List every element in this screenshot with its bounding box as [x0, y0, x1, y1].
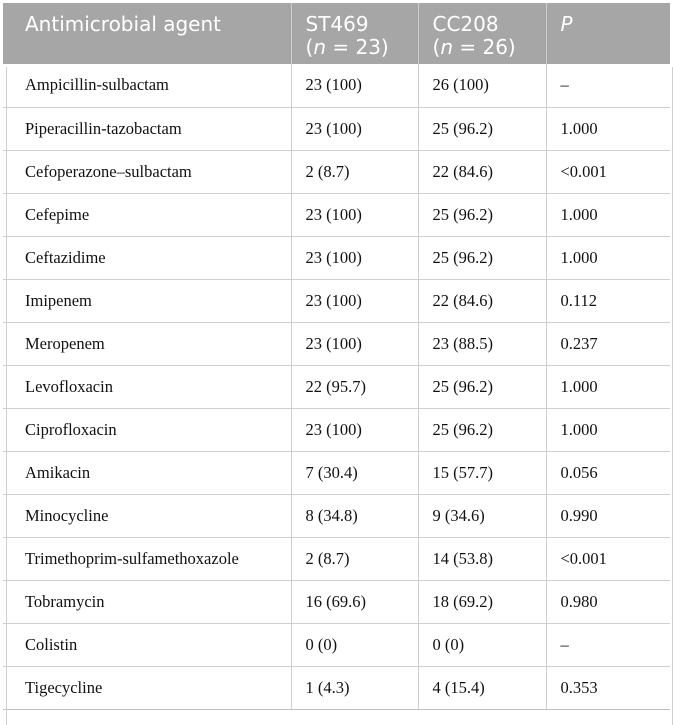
table-row [3, 494, 670, 537]
resistance-table [3, 3, 670, 710]
cc208-cell: 25 (96.2) [418, 107, 546, 150]
agent-cell: Amikacin [3, 451, 291, 494]
cc208-cell: 22 (84.6) [418, 150, 546, 193]
p-value-cell: 0.990 [546, 494, 670, 537]
table-header [3, 3, 670, 64]
table-row [3, 580, 670, 623]
agent-cell: Imipenem [3, 279, 291, 322]
p-value-cell: 0.237 [546, 322, 670, 365]
table-row [3, 193, 670, 236]
header-st469-n-symbol: n [313, 35, 326, 59]
st469-cell: 23 (100) [291, 322, 418, 365]
p-value-cell: 0.980 [546, 580, 670, 623]
cc208-cell: 23 (88.5) [418, 322, 546, 365]
agent-cell: Ceftazidime [3, 236, 291, 279]
header-row [3, 3, 670, 64]
header-st469 [291, 3, 418, 64]
table-left-border [6, 67, 7, 725]
header-st469-n-count: = 23) [326, 35, 389, 59]
table-body [3, 64, 670, 709]
cc208-cell: 14 (53.8) [418, 537, 546, 580]
cc208-cell: 4 (15.4) [418, 666, 546, 709]
agent-cell: Cefepime [3, 193, 291, 236]
header-cc208-n-symbol: n [440, 35, 453, 59]
st469-cell: 23 (100) [291, 279, 418, 322]
p-value-cell: 0.112 [546, 279, 670, 322]
cc208-cell: 9 (34.6) [418, 494, 546, 537]
st469-cell: 23 (100) [291, 408, 418, 451]
p-value-cell: <0.001 [546, 537, 670, 580]
table-row [3, 64, 670, 107]
st469-cell: 7 (30.4) [291, 451, 418, 494]
agent-cell: Trimethoprim-sulfamethoxazole [3, 537, 291, 580]
st469-cell: 22 (95.7) [291, 365, 418, 408]
st469-cell: 0 (0) [291, 623, 418, 666]
table-row [3, 236, 670, 279]
cc208-cell: 26 (100) [418, 64, 546, 107]
cc208-cell: 0 (0) [418, 623, 546, 666]
table-row [3, 451, 670, 494]
header-p-value-text: P [560, 12, 573, 36]
agent-cell: Levofloxacin [3, 365, 291, 408]
p-value-cell: <0.001 [546, 150, 670, 193]
st469-cell: 1 (4.3) [291, 666, 418, 709]
header-st469-n-open: ( [305, 35, 314, 59]
p-value-cell: 0.056 [546, 451, 670, 494]
agent-cell: Tobramycin [3, 580, 291, 623]
resistance-table-container [3, 3, 670, 722]
st469-cell: 23 (100) [291, 193, 418, 236]
table-row [3, 408, 670, 451]
st469-cell: 8 (34.8) [291, 494, 418, 537]
cc208-cell: 25 (96.2) [418, 193, 546, 236]
st469-cell: 16 (69.6) [291, 580, 418, 623]
agent-cell: Meropenem [3, 322, 291, 365]
table-row [3, 537, 670, 580]
table-row [3, 322, 670, 365]
agent-cell: Tigecycline [3, 666, 291, 709]
agent-cell: Minocycline [3, 494, 291, 537]
p-value-cell: 1.000 [546, 236, 670, 279]
cc208-cell: 25 (96.2) [418, 408, 546, 451]
st469-cell: 23 (100) [291, 107, 418, 150]
cc208-cell: 15 (57.7) [418, 451, 546, 494]
agent-cell: Ampicillin-sulbactam [3, 64, 291, 107]
p-value-cell: 1.000 [546, 193, 670, 236]
header-cc208-label: CC208 [432, 12, 499, 36]
p-value-cell: 1.000 [546, 408, 670, 451]
table-row [3, 150, 670, 193]
header-cc208-n-open: ( [432, 35, 441, 59]
agent-cell: Colistin [3, 623, 291, 666]
agent-cell: Cefoperazone–sulbactam [3, 150, 291, 193]
st469-cell: 2 (8.7) [291, 537, 418, 580]
header-st469-label: ST469 [305, 12, 369, 36]
p-value-cell: – [546, 623, 670, 666]
header-cc208-n-count: = 26) [453, 35, 516, 59]
table-row [3, 666, 670, 709]
header-antimicrobial-agent-text: Antimicrobial agent [25, 12, 222, 36]
table-row [3, 279, 670, 322]
p-value-cell: – [546, 64, 670, 107]
cc208-cell: 25 (96.2) [418, 365, 546, 408]
table-row [3, 365, 670, 408]
table-row [3, 107, 670, 150]
p-value-cell: 1.000 [546, 365, 670, 408]
header-antimicrobial-agent [3, 3, 291, 64]
cc208-cell: 18 (69.2) [418, 580, 546, 623]
st469-cell: 23 (100) [291, 64, 418, 107]
st469-cell: 2 (8.7) [291, 150, 418, 193]
st469-cell: 23 (100) [291, 236, 418, 279]
agent-cell: Ciprofloxacin [3, 408, 291, 451]
table-row [3, 623, 670, 666]
p-value-cell: 0.353 [546, 666, 670, 709]
cc208-cell: 22 (84.6) [418, 279, 546, 322]
header-cc208 [418, 3, 546, 64]
p-value-cell: 1.000 [546, 107, 670, 150]
cc208-cell: 25 (96.2) [418, 236, 546, 279]
header-p-value [546, 3, 670, 64]
agent-cell: Piperacillin-tazobactam [3, 107, 291, 150]
